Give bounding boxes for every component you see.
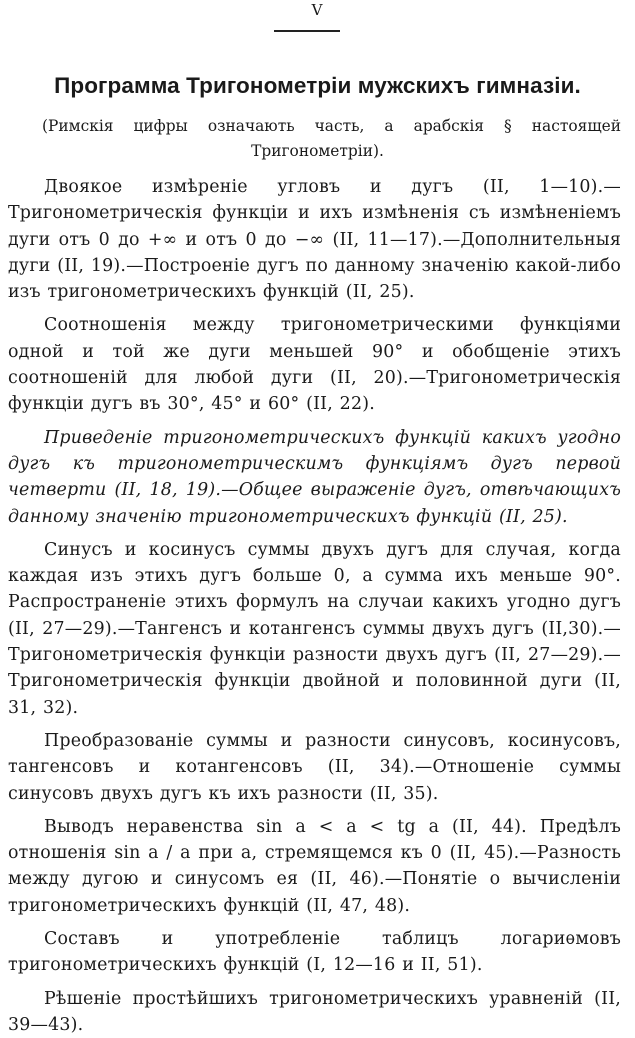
paragraph-inequality-limit: Выводъ неравенства sin a < a < tg a (II, 44). Предѣлъ отношенія sin a / a при a, стремящемся къ 0 (II, 45).—Разность между дугою и синусомъ ея (II, 46).—Понятіе о вычисленіи тригонометрическихъ функцій (II, 47, 48). [8,816,621,916]
paragraph-equations: Рѣшеніе простѣйшихъ тригонометрическихъ уравненій (II, 39—43). [8,988,621,1035]
paragraph-transformations: Преобразованіе суммы и разности синусовъ, косинусовъ, тангенсовъ и котангенсовъ (II, 34).—Отношеніе суммы синусовъ двухъ дугъ къ ихъ разности (II, 35). [8,730,621,804]
page-title: Программа Тригонометріи мужскихъ гимназіи. [54,73,581,98]
paragraph-relations: Соотношенія между тригонометрическими функціями одной и той же дуги меньшей 90° и обобщеніе этихъ соотношеній для любой дуги (II, 20).—Тригонометрическія функціи дугъ въ 30°, 45° и 60° (II, 22). [8,315,621,415]
paragraph-log-tables: Составъ и употребленіе таблицъ логариѳмовъ тригонометрическихъ функцій (I, 12—16 и II, 51). [8,929,621,976]
paragraph-reduction: Приведеніе тригонометрическихъ функцій какихъ угодно дугъ къ тригонометрическимъ функціямъ дугъ первой четверти (II, 18, 19).—Общее выраженіе дугъ, отвѣчающихъ данному значенію тригонометрическихъ функцій (II, 25). [8,427,621,527]
numbering-note: (Римскія цифры означають часть, а арабскія § настоящей Тригонометріи). [42,117,621,160]
program-body [8,174,621,1038]
paragraph-sum-formulas: Синусъ и косинусъ суммы двухъ дугъ для случая, когда каждая изъ этихъ дугъ больше 0, а сумма ихъ меньше 90°. Распространеніе этихъ формулъ на случаи какихъ угодно дугъ (II, 27—29).—Тангенсъ и котангенсъ суммы двухъ дугъ (II,30).—Тригонометрическія функціи разности двухъ дугъ (II, 27—29).—Тригонометрическія функціи двойной и половинной дуги (II, 31, 32). [8,539,621,718]
page-number: V [311,1,324,19]
paragraph-measurement: Двоякое измѣреніе угловъ и дугъ (II, 1—10).—Тригонометрическія функціи и ихъ измѣненія съ измѣненіемъ дуги отъ 0 до +∞ и отъ 0 до −∞ (II, 11—17).—Дополнительныя дуги (II, 19).—Построеніе дугъ по данному значенію какой-либо изъ тригонометрическихъ функцій (II, 25). [8,177,621,303]
header-rule [274,30,340,32]
